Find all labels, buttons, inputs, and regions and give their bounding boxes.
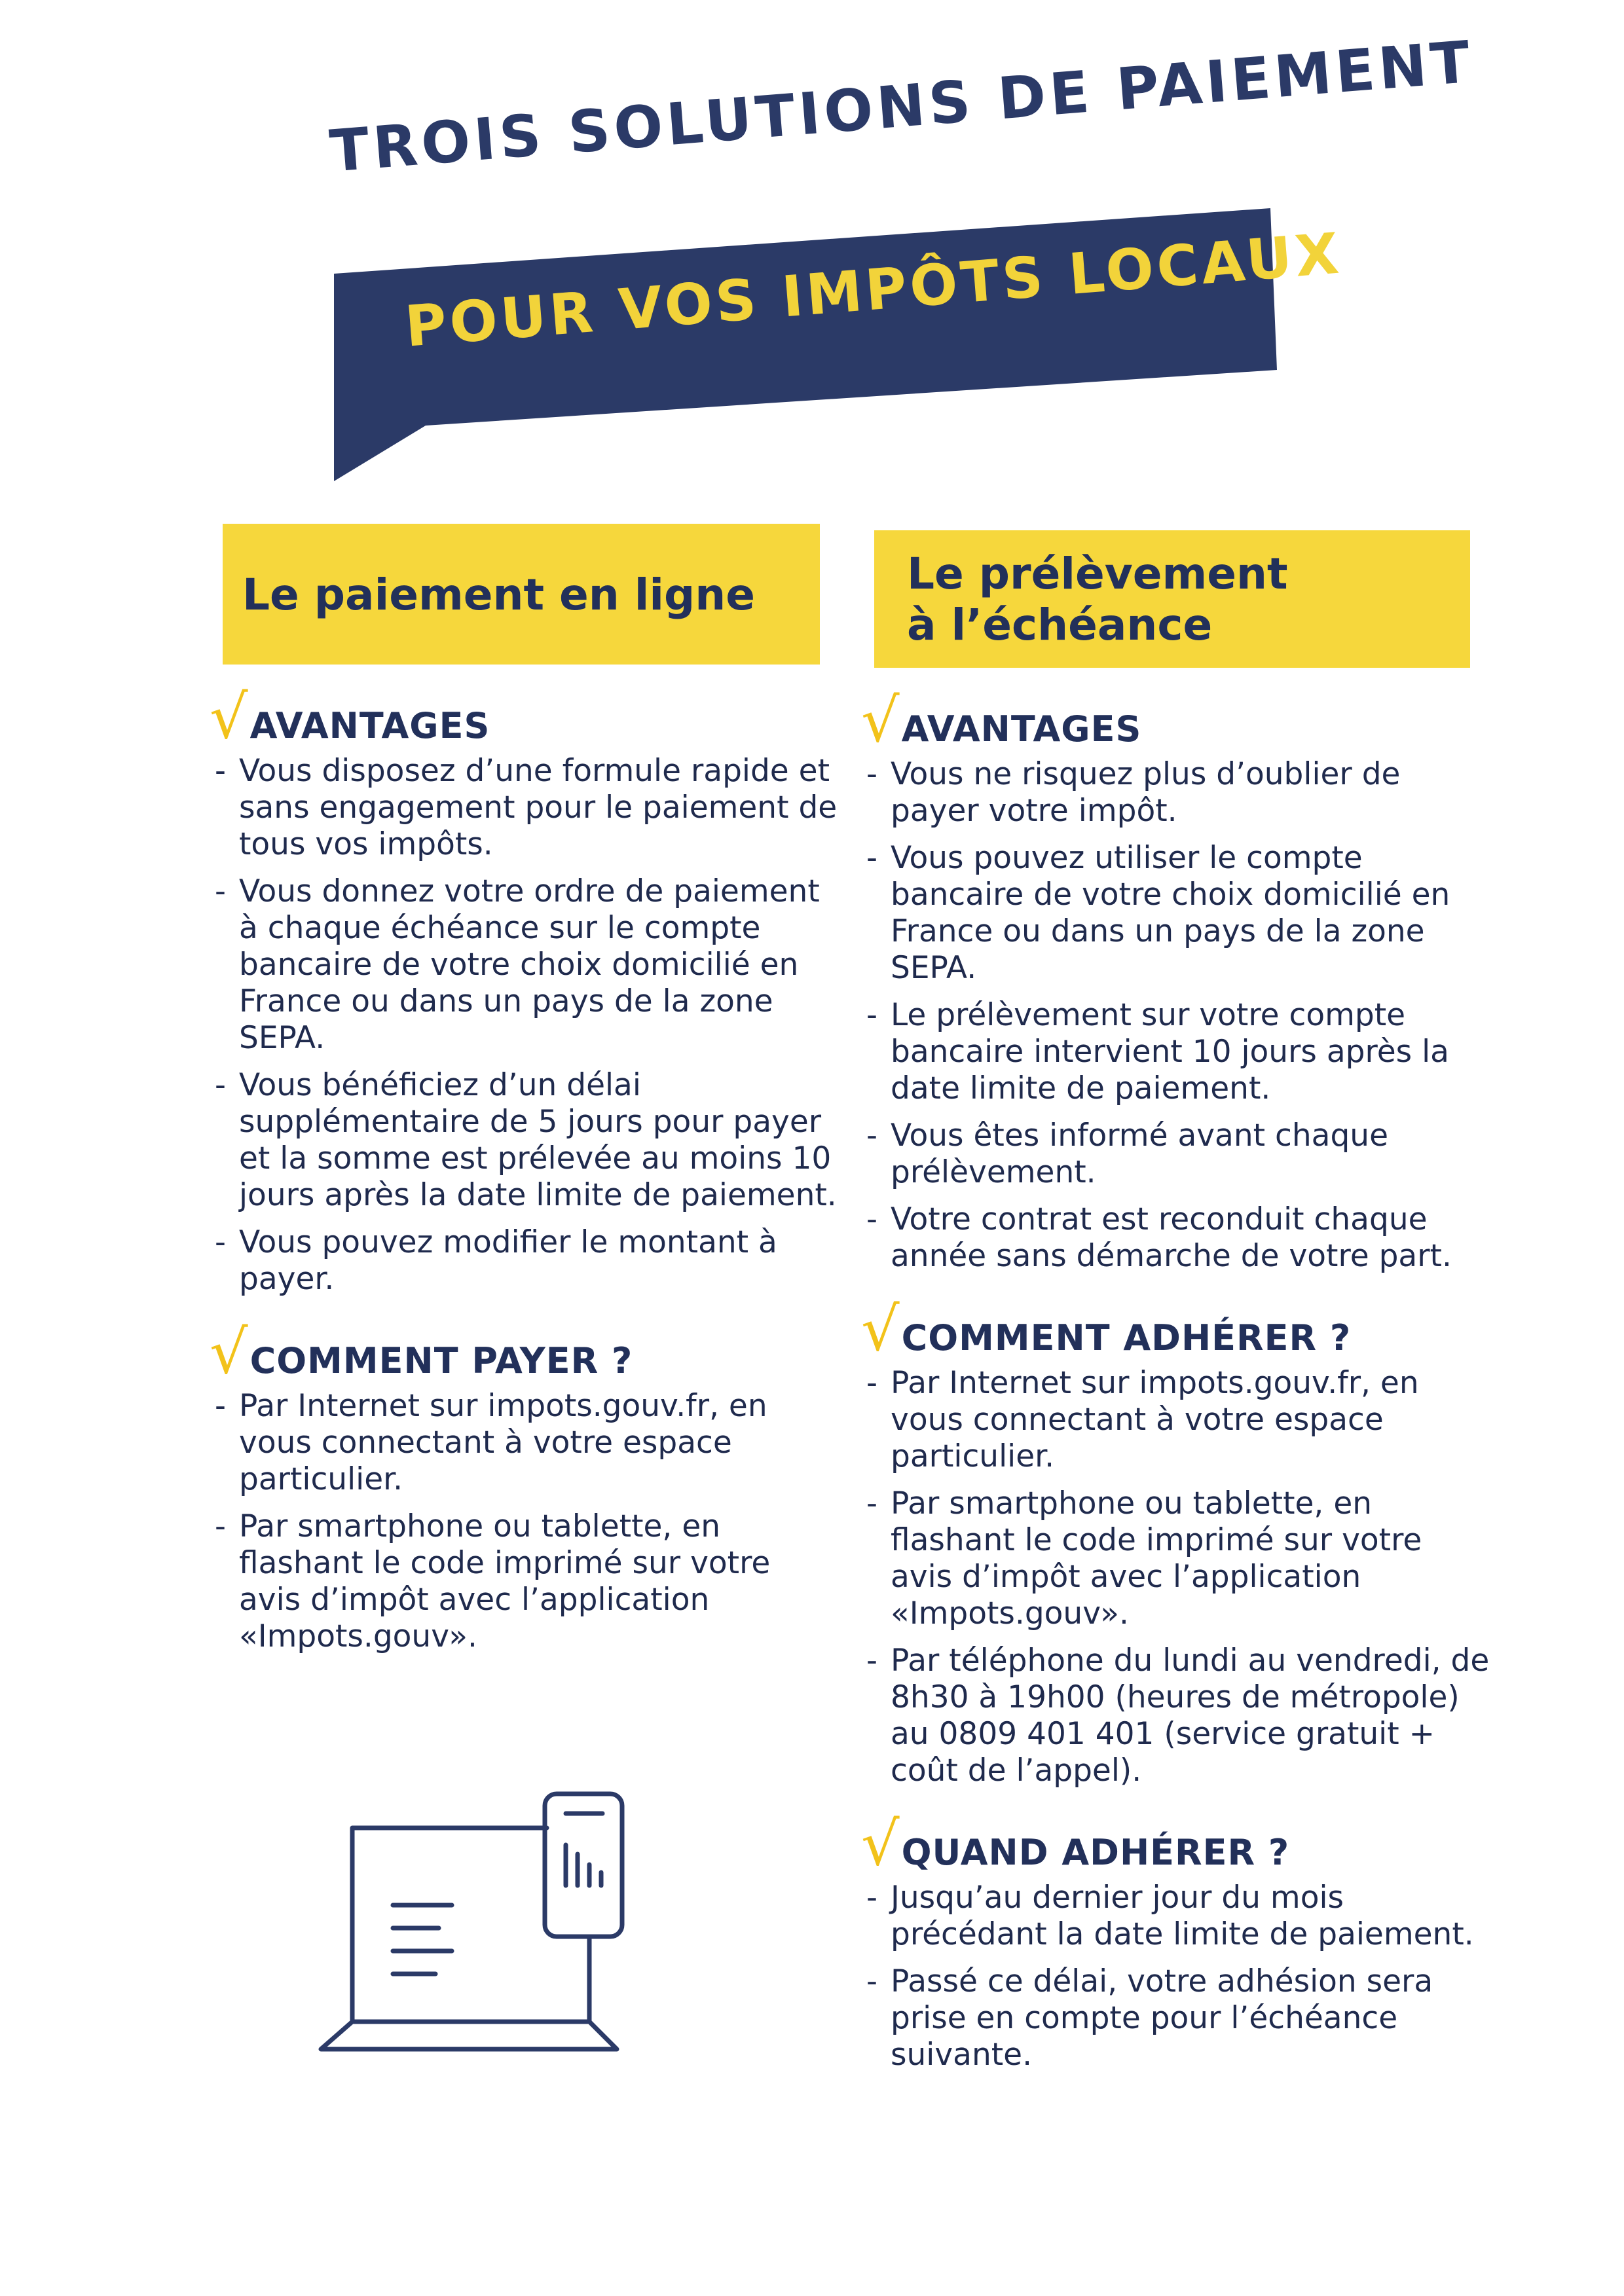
list-item: - Passé ce délai, votre adhésion sera prise en compte pour l’échéance suivante. <box>861 1963 1490 2073</box>
section-title-text: AVANTAGES <box>901 708 1142 750</box>
section-title-text: COMMENT PAYER ? <box>249 1340 633 1381</box>
right-avantages-title <box>861 685 1490 756</box>
checkmark-icon: √ <box>861 1294 900 1364</box>
list-item: - Vous donnez votre ordre de paiement à chaque échéance sur le compte bancaire de votre choix domicilié en France ou dans un pays de la zone SEPA. <box>210 873 838 1057</box>
list-item: - Par smartphone ou tablette, en flashant le code imprimé sur votre avis d’impôt avec l’application «Impots.gouv». <box>861 1485 1490 1632</box>
list-item: - Vous ne risquez plus d’oublier de payer votre impôt. <box>861 756 1490 829</box>
list-item: - Le prélèvement sur votre compte bancaire intervient 10 jours après la date limite de paiement. <box>861 997 1490 1107</box>
left-column-heading <box>223 524 820 665</box>
right-column-heading <box>874 530 1470 668</box>
list-item: - Par téléphone du lundi au vendredi, de 8h30 à 19h00 (heures de métropole) au 0809 401 401 (service gratuit + coût de l’appel). <box>861 1643 1490 1789</box>
section-title-text: QUAND ADHÉRER ? <box>901 1832 1290 1873</box>
left-heading-text: Le paiement en ligne <box>242 570 755 620</box>
checkmark-icon: √ <box>210 1317 249 1387</box>
section-title-text: COMMENT ADHÉRER ? <box>901 1317 1352 1358</box>
section-title-text: AVANTAGES <box>249 705 490 746</box>
list-item: - Votre contrat est reconduit chaque année sans démarche de votre part. <box>861 1201 1490 1275</box>
list-item: - Par Internet sur impots.gouv.fr, en vous connectant à votre espace particulier. <box>210 1388 838 1498</box>
list-item: - Vous êtes informé avant chaque prélèvement. <box>861 1118 1490 1191</box>
left-comment-payer-title <box>210 1317 838 1387</box>
checkmark-icon: √ <box>861 1809 900 1879</box>
right-heading-line1: Le prélèvement <box>907 549 1288 599</box>
right-quand-adherer-title <box>861 1809 1490 1879</box>
checkmark-icon: √ <box>210 682 249 752</box>
title-line1: TROIS SOLUTIONS DE PAIEMENT <box>327 27 1477 185</box>
right-comment-adherer-title <box>861 1294 1490 1364</box>
list-item: - Par Internet sur impots.gouv.fr, en vous connectant à votre espace particulier. <box>861 1365 1490 1475</box>
laptop-smartphone-icon <box>314 1787 668 2062</box>
list-item: - Vous pouvez utiliser le compte bancaire de votre choix domicilié en France ou dans un pays de la zone SEPA. <box>861 840 1490 987</box>
right-heading-line2: à l’échéance <box>907 600 1213 650</box>
right-column <box>861 685 1490 2084</box>
title-line2: POUR VOS IMPÔTS LOCAUX <box>403 221 1344 360</box>
list-item: - Par smartphone ou tablette, en flashant le code imprimé sur votre avis d’impôt avec l’application «Impots.gouv». <box>210 1508 838 1655</box>
left-avantages-title <box>210 682 838 752</box>
title-banner <box>0 0 1624 498</box>
left-column <box>210 682 838 1666</box>
checkmark-icon: √ <box>861 685 900 756</box>
list-item: - Vous bénéficiez d’un délai supplémentaire de 5 jours pour payer et la somme est prélevée au moins 10 jours après la date limite de paiement. <box>210 1067 838 1214</box>
list-item: - Vous disposez d’une formule rapide et sans engagement pour le paiement de tous vos impôts. <box>210 753 838 863</box>
list-item: - Jusqu’au dernier jour du mois précédant la date limite de paiement. <box>861 1880 1490 1953</box>
list-item: - Vous pouvez modifier le montant à payer. <box>210 1224 838 1298</box>
